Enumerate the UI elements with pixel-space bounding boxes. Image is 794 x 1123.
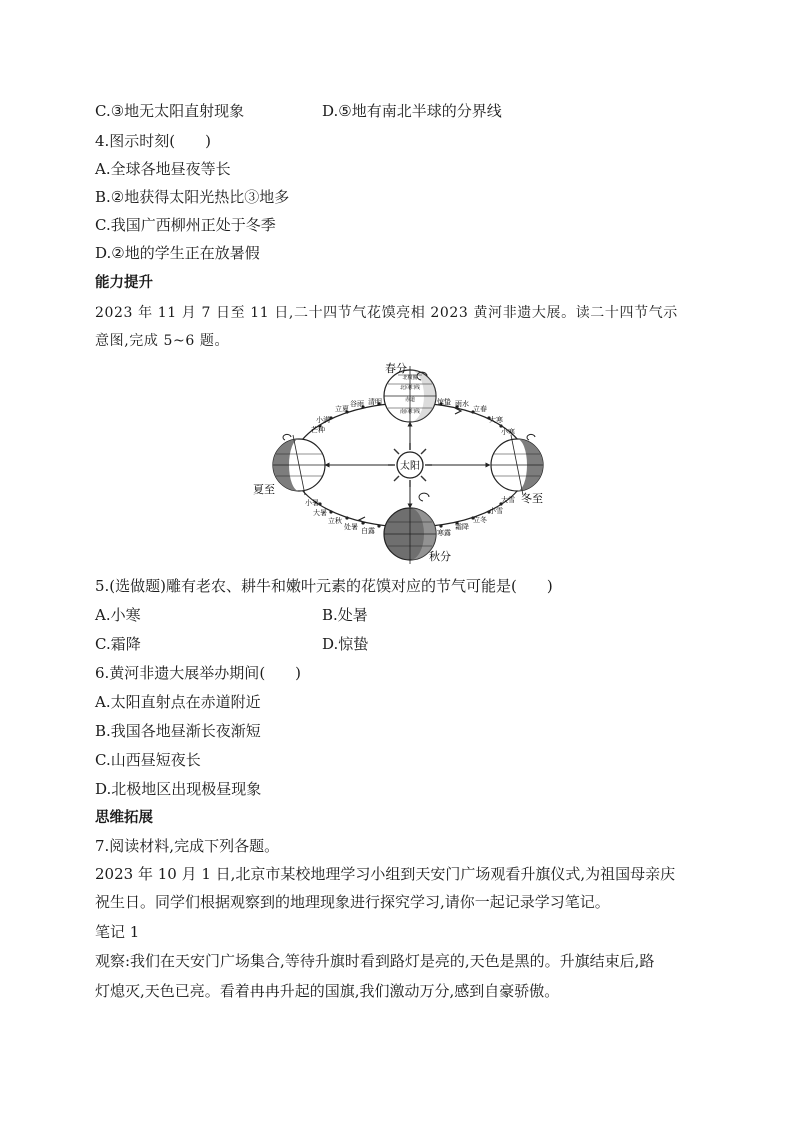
note-title: 笔记 1 bbox=[95, 923, 140, 941]
q6-stem: 6.黄河非遗大展举办期间( ) bbox=[95, 664, 302, 682]
term-label: 立冬 bbox=[473, 516, 487, 524]
rotation-arrow-icon bbox=[283, 434, 291, 440]
q5-option-a: A.小寒 bbox=[95, 606, 141, 624]
term-label: 小暑 bbox=[305, 499, 319, 507]
q5-option-c: C.霜降 bbox=[95, 635, 141, 653]
term-label: 立夏 bbox=[335, 405, 349, 413]
q4-option-d: D.②地的学生正在放暑假 bbox=[95, 244, 260, 262]
section-heading-thinking: 思维拓展 bbox=[95, 810, 153, 826]
intro-line-1: 2023 年 11 月 7 日至 11 日,二十四节气花馍亮相 2023 黄河非遗大展。读二十四节气示 bbox=[95, 305, 678, 321]
q7-stem: 7.阅读材料,完成下列各题。 bbox=[95, 837, 280, 855]
rotation-arrow-icon bbox=[527, 434, 535, 440]
sun-label: 太阳 bbox=[400, 461, 420, 472]
autumn-equinox-label: 秋分 bbox=[429, 550, 451, 563]
term-label: 寒露 bbox=[437, 529, 451, 537]
term-label: 惊蛰 bbox=[437, 398, 451, 406]
summer-solstice-label: 夏至 bbox=[253, 483, 275, 496]
q6-option-b: B.我国各地昼渐长夜渐短 bbox=[95, 722, 261, 740]
term-label: 大暑 bbox=[313, 509, 327, 517]
term-label: 小雪 bbox=[489, 507, 503, 515]
spring-equinox-label: 春分 bbox=[385, 362, 407, 375]
term-label: 立春 bbox=[473, 405, 487, 413]
term-label: 大寒 bbox=[489, 416, 503, 424]
globe-label: 赤道 bbox=[404, 397, 416, 403]
rotation-arrow-icon bbox=[419, 493, 429, 501]
q4-option-b: B.②地获得太阳光热比③地多 bbox=[95, 188, 290, 206]
term-label: 处暑 bbox=[344, 523, 358, 531]
q6-option-c: C.山西昼短夜长 bbox=[95, 751, 201, 769]
globe-spring-equinox bbox=[384, 366, 436, 426]
term-label: 霜降 bbox=[455, 523, 469, 531]
q6-option-a: A.太阳直射点在赤道附近 bbox=[95, 693, 261, 711]
term-label: 谷雨 bbox=[350, 400, 364, 408]
q3-option-d: D.⑤地有南北半球的分界线 bbox=[322, 102, 502, 120]
term-label: 小满 bbox=[316, 416, 330, 424]
term-label: 雨水 bbox=[455, 400, 469, 408]
term-label: 白露 bbox=[361, 527, 375, 535]
globe-label: 南回归线 bbox=[399, 409, 421, 415]
winter-solstice-label: 冬至 bbox=[521, 492, 543, 505]
q6-option-d: D.北极地区出现极昼现象 bbox=[95, 780, 262, 798]
q5-option-b: B.处暑 bbox=[322, 606, 368, 624]
observation-line-1: 观察:我们在天安门广场集合,等待升旗时看到路灯是亮的,天色是黑的。升旗结束后,路 bbox=[95, 952, 655, 970]
solar-terms-diagram bbox=[253, 362, 555, 566]
term-label: 立秋 bbox=[328, 517, 342, 525]
q5-option-d: D.惊蛰 bbox=[322, 635, 369, 653]
q3-option-c: C.③地无太阳直射现象 bbox=[95, 102, 245, 120]
section-heading-ability: 能力提升 bbox=[95, 275, 153, 291]
q4-stem: 4.图示时刻( ) bbox=[95, 132, 212, 150]
globe-label: 北极圈 bbox=[402, 375, 418, 381]
globe-label: 北回归线 bbox=[399, 385, 421, 391]
q5-stem: 5.(选做题)雕有老农、耕牛和嫩叶元素的花馍对应的节气可能是( ) bbox=[95, 577, 553, 595]
intro-line-2: 意图,完成 5~6 题。 bbox=[95, 333, 230, 349]
term-label: 大雪 bbox=[501, 496, 515, 504]
term-label: 芒种 bbox=[311, 426, 325, 434]
term-label: 清明 bbox=[368, 398, 382, 406]
globe-winter-solstice bbox=[491, 435, 543, 495]
term-label: 小寒 bbox=[501, 428, 515, 436]
q7-material-line-2: 祝生日。同学们根据观察到的地理现象进行探究学习,请你一起记录学习笔记。 bbox=[95, 893, 610, 911]
observation-line-2: 灯熄灭,天色已亮。看着冉冉升起的国旗,我们激动万分,感到自豪骄傲。 bbox=[95, 982, 560, 1000]
globe-summer-solstice bbox=[273, 435, 325, 495]
q4-option-a: A.全球各地昼夜等长 bbox=[95, 160, 231, 178]
q7-material-line-1: 2023 年 10 月 1 日,北京市某校地理学习小组到天安门广场观看升旗仪式,为祖国母亲庆 bbox=[95, 865, 676, 883]
q4-option-c: C.我国广西柳州正处于冬季 bbox=[95, 216, 276, 234]
